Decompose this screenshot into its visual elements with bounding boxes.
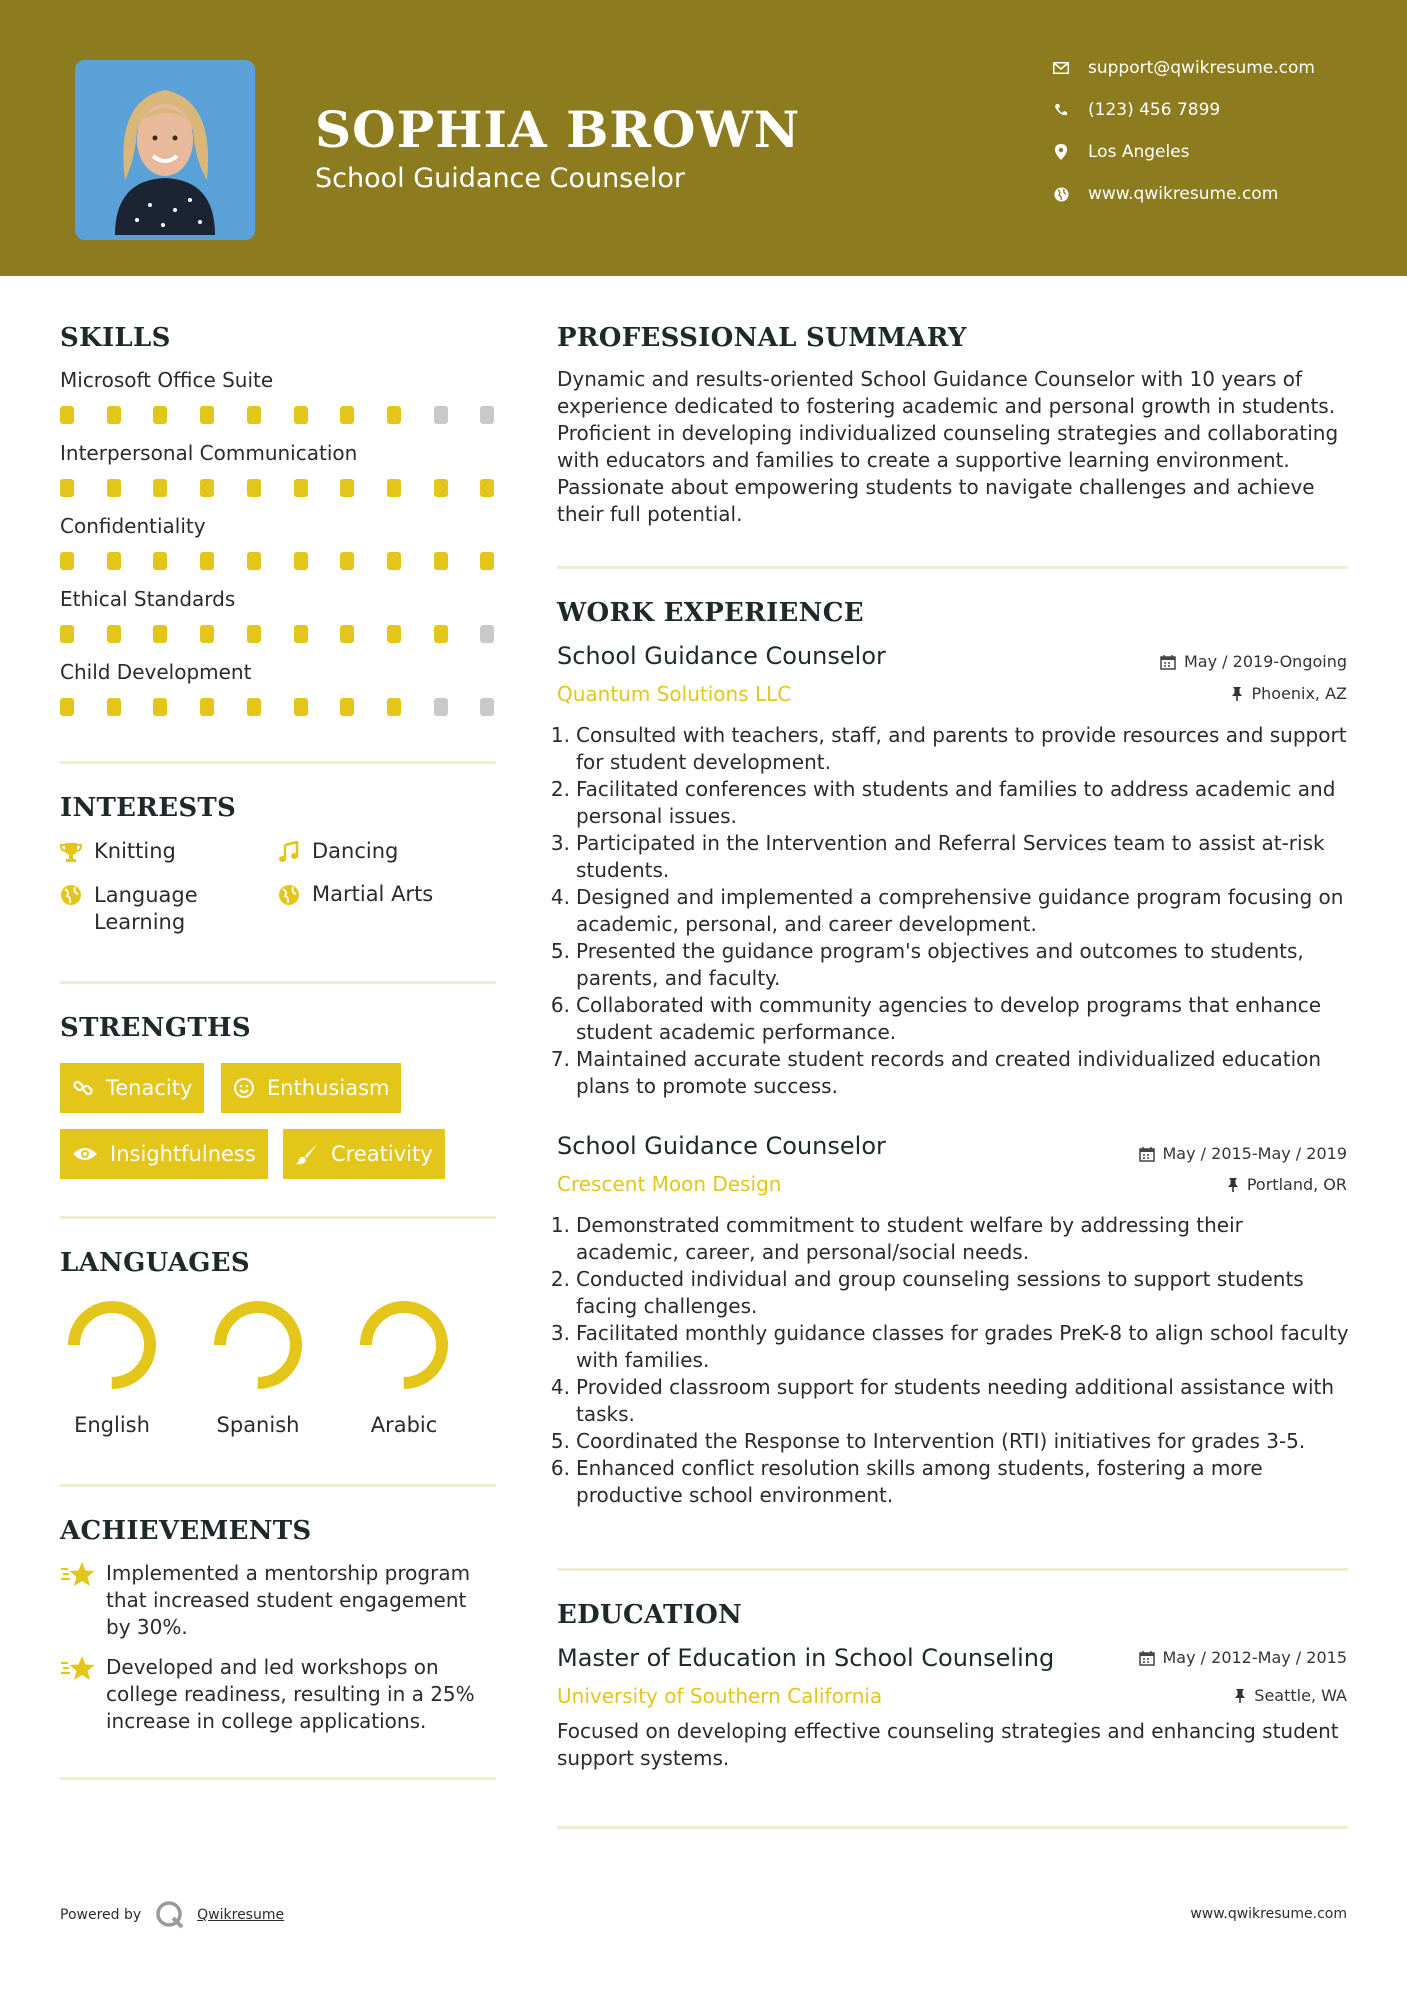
pushpin-icon	[1227, 1177, 1239, 1193]
job-title: School Guidance Counselor	[557, 642, 886, 670]
language-name: Spanish	[216, 1413, 300, 1437]
skill-rating-dot	[153, 479, 167, 497]
strength-badge	[60, 1129, 268, 1179]
summary-text: Dynamic and results-oriented School Guidance Counselor with 10 years of experience dedicated to fostering academic and personal growth in students. Proficient in developing individualized counseling strategies and collaborating with educators and families to create a supportive learning environment. Passionate about empowering students to navigate challenges and achieve their full potential.	[557, 367, 1339, 526]
skill-name: Interpersonal Communication	[60, 441, 358, 465]
skill-rating-dot	[480, 625, 494, 643]
skill-rating-dot	[340, 479, 354, 497]
achievement-item	[60, 1654, 500, 1735]
bullet-number: 4.	[550, 1375, 570, 1399]
education-dates-text: May / 2012-May / 2015	[1162, 1648, 1347, 1667]
education-description: Focused on developing effective counseling strategies and enhancing student support systems.	[557, 1719, 1339, 1770]
education-location-text: Seattle, WA	[1254, 1686, 1347, 1705]
skill-name: Ethical Standards	[60, 587, 236, 611]
summary-heading: PROFESSIONAL SUMMARY	[557, 323, 967, 353]
achievements-heading: ACHIEVEMENTS	[60, 1516, 312, 1546]
skill-rating-dot	[153, 406, 167, 424]
divider	[60, 1484, 496, 1487]
skill-rating-dot	[340, 406, 354, 424]
skill-rating-dot	[340, 625, 354, 643]
divider	[60, 1777, 496, 1780]
contact-email[interactable]	[1050, 57, 1315, 79]
divider	[557, 1568, 1348, 1571]
strength-badge	[283, 1129, 445, 1179]
bullet-text: Coordinated the Response to Intervention (RTI) initiatives for grades 3-5.	[576, 1429, 1306, 1453]
bullet-text: Collaborated with community agencies to develop programs that enhance student academic performance.	[576, 993, 1322, 1044]
education-dates	[1139, 1648, 1348, 1667]
skill-rating-dot	[60, 552, 74, 570]
qwikresume-link[interactable]: Qwikresume	[197, 1907, 285, 1923]
job-dates	[1160, 652, 1347, 671]
skill-name: Microsoft Office Suite	[60, 368, 274, 392]
divider	[60, 761, 496, 764]
job-company: Quantum Solutions LLC	[557, 682, 792, 706]
job-bullet	[550, 1212, 1350, 1266]
divider	[557, 566, 1348, 569]
bullet-number: 2.	[550, 777, 570, 801]
interest-label: Language Learning	[94, 883, 198, 934]
calendar-icon	[1139, 1650, 1155, 1666]
degree-title: Master of Education in School Counseling	[557, 1644, 1055, 1672]
job-bullet	[550, 776, 1350, 830]
footer-website[interactable]: www.qwikresume.com	[1190, 1906, 1347, 1922]
job-bullet	[550, 1374, 1350, 1428]
education-location	[1234, 1686, 1347, 1705]
bullet-text: Facilitated conferences with students and families to address academic and personal issues.	[576, 777, 1336, 828]
interest-label: Dancing	[312, 839, 399, 863]
contact-phone-text: (123) 456 7899	[1088, 100, 1221, 120]
pushpin-icon	[1231, 686, 1243, 702]
bullet-text: Presented the guidance program's objectives and outcomes to students, parents, and faculty.	[576, 939, 1304, 990]
skill-rating-dot	[60, 479, 74, 497]
globe-icon	[1050, 183, 1072, 205]
bullet-number: 5.	[550, 939, 570, 963]
skill-rating-dot	[294, 625, 308, 643]
contact-location	[1050, 141, 1190, 163]
skill-rating-dot	[60, 698, 74, 716]
skill-rating-dot	[340, 552, 354, 570]
star-icon	[60, 1654, 96, 1686]
interest-label: Knitting	[94, 839, 176, 863]
contact-phone[interactable]	[1050, 99, 1220, 121]
strength-label: Tenacity	[106, 1076, 193, 1100]
candidate-role: School Guidance Counselor	[315, 163, 685, 194]
job-bullet	[550, 884, 1350, 938]
achievement-text: Implemented a mentorship program that increased student engagement by 30%.	[106, 1561, 471, 1639]
skill-rating-dot	[294, 552, 308, 570]
job-dates-text: May / 2015-May / 2019	[1162, 1144, 1347, 1163]
bullet-number: 6.	[550, 1456, 570, 1480]
job-bullets	[550, 1212, 1350, 1509]
interest-label: Martial Arts	[312, 882, 434, 906]
bullet-number: 1.	[550, 1213, 570, 1237]
powered-by-text: Powered by	[60, 1907, 142, 1923]
bullet-number: 5.	[550, 1429, 570, 1453]
job-location-text: Portland, OR	[1246, 1175, 1347, 1194]
achievement-text: Developed and led workshops on college readiness, resulting in a 25% increase in college applications.	[106, 1655, 475, 1733]
bullet-number: 3.	[550, 1321, 570, 1345]
link-icon	[72, 1077, 94, 1099]
strength-badge	[60, 1063, 204, 1113]
skill-rating-dot	[247, 479, 261, 497]
job-bullet	[550, 1428, 1350, 1455]
skill-rating-dot	[153, 552, 167, 570]
divider	[60, 981, 496, 984]
divider	[60, 1216, 496, 1219]
contact-website-text: www.qwikresume.com	[1088, 184, 1279, 204]
profile-photo	[75, 60, 255, 240]
skill-rating-dot	[200, 625, 214, 643]
interest-item	[60, 882, 234, 936]
skill-rating-dot	[247, 552, 261, 570]
work-heading: WORK EXPERIENCE	[557, 598, 864, 628]
star-icon	[60, 1560, 96, 1592]
skill-rating-dot	[387, 406, 401, 424]
bullet-number: 2.	[550, 1267, 570, 1291]
education-heading: EDUCATION	[557, 1600, 743, 1630]
skill-rating-dot	[480, 406, 494, 424]
globe-icon	[60, 884, 84, 908]
job-dates-text: May / 2019-Ongoing	[1184, 652, 1347, 671]
contact-website[interactable]	[1050, 183, 1278, 205]
skill-rating-dot	[107, 406, 121, 424]
smile-icon	[233, 1077, 255, 1099]
calendar-icon	[1160, 654, 1176, 670]
language-name: Arabic	[370, 1413, 438, 1437]
skill-rating-dot	[200, 479, 214, 497]
strength-label: Creativity	[331, 1142, 433, 1166]
skill-rating-dot	[434, 698, 448, 716]
skill-rating-dot	[387, 479, 401, 497]
strength-label: Enthusiasm	[267, 1076, 390, 1100]
job-company: Crescent Moon Design	[557, 1172, 782, 1196]
skill-rating-dot	[107, 698, 121, 716]
eye-icon	[72, 1145, 98, 1163]
interest-item	[278, 839, 398, 865]
bullet-number: 4.	[550, 885, 570, 909]
skill-rating-dot	[247, 406, 261, 424]
phone-icon	[1050, 99, 1072, 121]
bullet-text: Enhanced conflict resolution skills among students, fostering a more productive school environment.	[576, 1456, 1263, 1507]
bullet-number: 1.	[550, 723, 570, 747]
skill-rating-dot	[387, 625, 401, 643]
skill-rating-dot	[60, 625, 74, 643]
contact-email-text: support@qwikresume.com	[1088, 58, 1315, 78]
job-bullets	[550, 722, 1350, 1100]
qwikresume-logo-icon	[155, 1900, 185, 1930]
skill-rating-dot	[60, 406, 74, 424]
envelope-icon	[1050, 57, 1072, 79]
brush-icon	[295, 1142, 319, 1166]
skill-rating-dot	[200, 552, 214, 570]
skill-rating-dot	[294, 406, 308, 424]
bullet-text: Maintained accurate student records and created individualized education plans to promote success.	[576, 1047, 1322, 1098]
school-name: University of Southern California	[557, 1684, 883, 1708]
trophy-icon	[60, 841, 84, 865]
job-bullet	[550, 1320, 1350, 1374]
strength-badge	[221, 1063, 401, 1113]
skill-rating-dot	[247, 625, 261, 643]
language-name: English	[74, 1413, 150, 1437]
skill-rating-dot	[480, 552, 494, 570]
language-level-ring	[210, 1297, 306, 1393]
skill-rating-dot	[434, 406, 448, 424]
bullet-text: Provided classroom support for students needing additional assistance with tasks.	[576, 1375, 1335, 1426]
skill-rating-dot	[294, 698, 308, 716]
skill-rating-dot	[387, 698, 401, 716]
skill-rating-dot	[107, 479, 121, 497]
job-bullet	[550, 938, 1350, 992]
skill-rating-dot	[480, 698, 494, 716]
strength-label: Insightfulness	[110, 1142, 256, 1166]
skill-rating-dot	[153, 625, 167, 643]
bullet-text: Facilitated monthly guidance classes for grades PreK-8 to align school faculty with families.	[576, 1321, 1349, 1372]
resume-header	[0, 0, 1407, 276]
bullet-text: Designed and implemented a comprehensive guidance program focusing on academic, personal, and career development.	[576, 885, 1344, 936]
job-bullet	[550, 830, 1350, 884]
skill-rating-dot	[294, 479, 308, 497]
contact-location-text: Los Angeles	[1088, 142, 1190, 162]
bullet-text: Consulted with teachers, staff, and parents to provide resources and support for student development.	[576, 723, 1347, 774]
skill-name: Confidentiality	[60, 514, 206, 538]
language-level-ring	[356, 1297, 452, 1393]
calendar-icon	[1139, 1146, 1155, 1162]
job-bullet	[550, 1046, 1350, 1100]
bullet-text: Demonstrated commitment to student welfare by addressing their academic, career, and personal/social needs.	[576, 1213, 1243, 1264]
job-bullet	[550, 992, 1350, 1046]
skill-rating-dot	[107, 625, 121, 643]
language-level-ring	[64, 1297, 160, 1393]
strengths-heading: STRENGTHS	[60, 1013, 251, 1043]
bullet-number: 6.	[550, 993, 570, 1017]
bullet-text: Conducted individual and group counseling sessions to support students facing challenges.	[576, 1267, 1304, 1318]
job-location	[1231, 684, 1347, 703]
globe-icon	[278, 884, 302, 908]
interest-item	[60, 839, 176, 865]
job-bullet	[550, 1266, 1350, 1320]
music-note-icon	[278, 841, 302, 865]
job-bullet	[550, 722, 1350, 776]
bullet-number: 7.	[550, 1047, 570, 1071]
interest-item	[278, 882, 433, 908]
skills-heading: SKILLS	[60, 323, 171, 353]
languages-heading: LANGUAGES	[60, 1248, 250, 1278]
skill-rating-dot	[434, 552, 448, 570]
location-pin-icon	[1050, 141, 1072, 163]
skill-rating-dot	[247, 698, 261, 716]
skill-rating-dot	[434, 479, 448, 497]
divider	[557, 1826, 1348, 1829]
bullet-text: Participated in the Intervention and Referral Services team to assist at-risk students.	[576, 831, 1325, 882]
job-title: School Guidance Counselor	[557, 1132, 886, 1160]
job-dates	[1139, 1144, 1348, 1163]
skill-rating-dot	[480, 479, 494, 497]
skill-rating-dot	[153, 698, 167, 716]
job-location	[1227, 1175, 1347, 1194]
job-location-text: Phoenix, AZ	[1251, 684, 1347, 703]
skill-rating-dot	[434, 625, 448, 643]
interests-heading: INTERESTS	[60, 793, 237, 823]
achievement-item	[60, 1560, 500, 1641]
skill-name: Child Development	[60, 660, 252, 684]
skill-rating-dot	[340, 698, 354, 716]
bullet-number: 3.	[550, 831, 570, 855]
footer-branding	[60, 1900, 284, 1930]
skill-rating-dot	[387, 552, 401, 570]
skill-rating-dot	[200, 406, 214, 424]
skill-rating-dot	[200, 698, 214, 716]
skill-rating-dot	[107, 552, 121, 570]
candidate-name: SOPHIA BROWN	[315, 100, 801, 159]
job-bullet	[550, 1455, 1350, 1509]
pushpin-icon	[1234, 1688, 1246, 1704]
